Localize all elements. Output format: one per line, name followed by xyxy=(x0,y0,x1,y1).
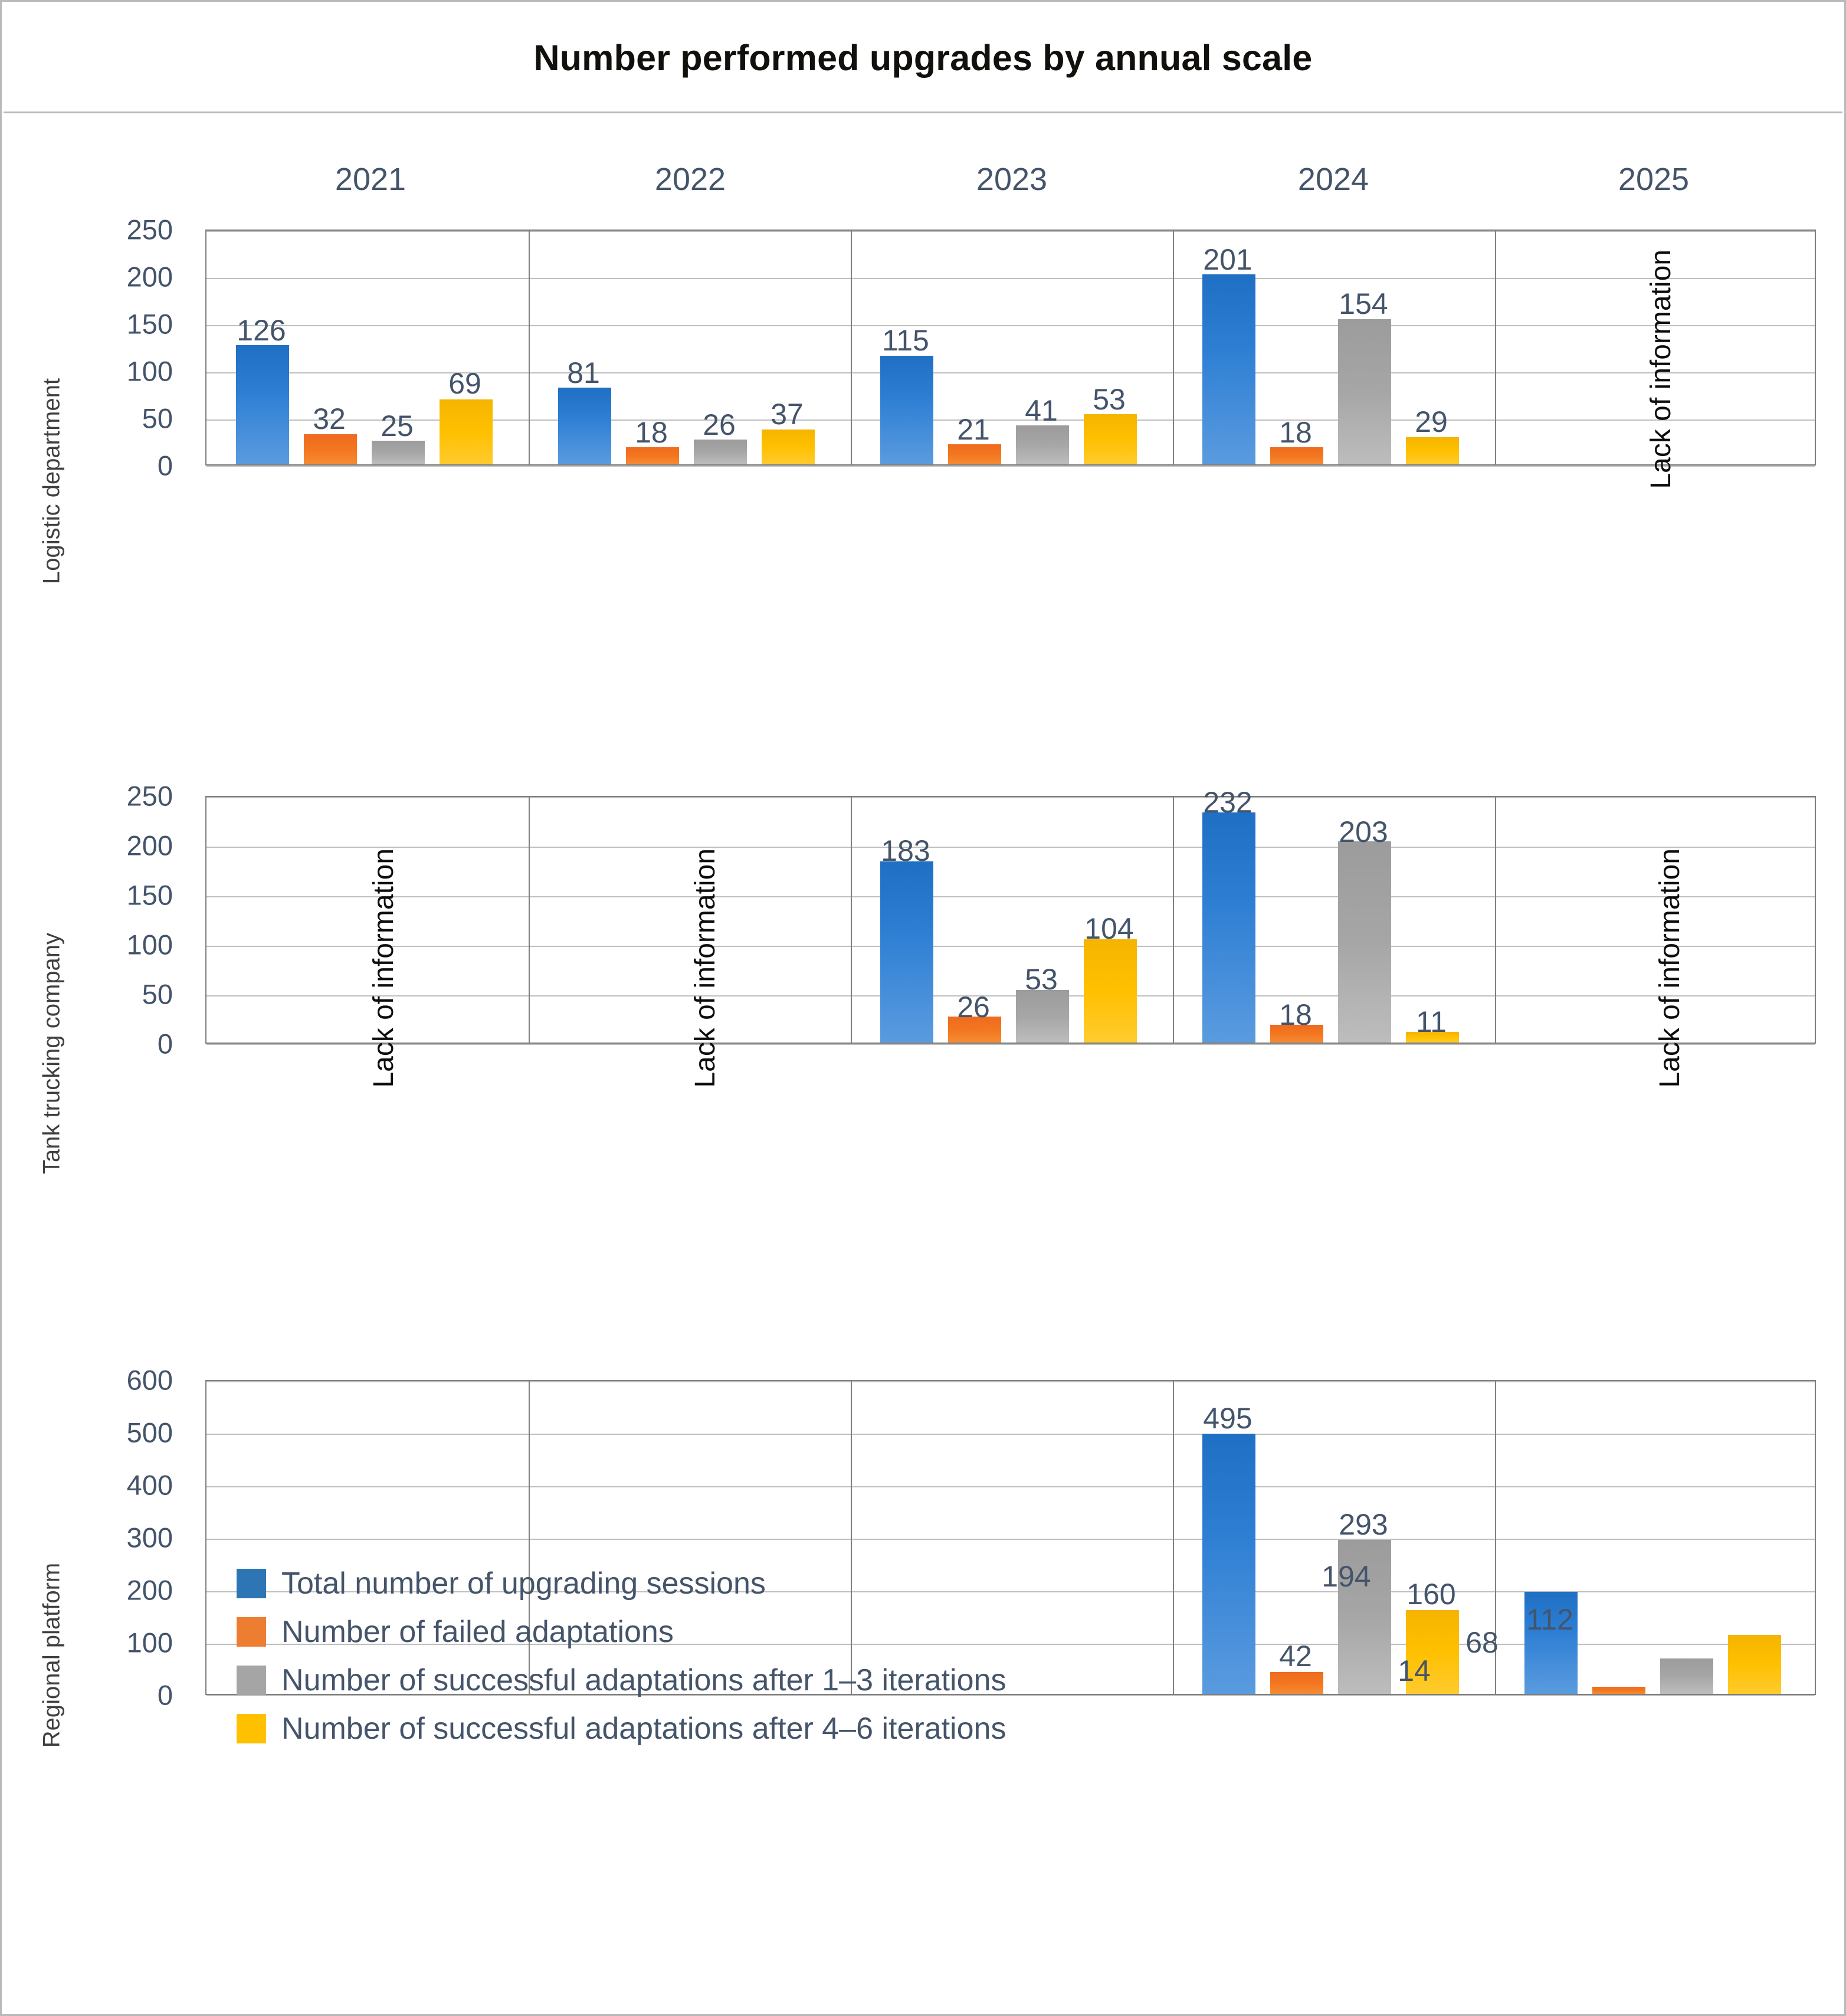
bar-2023-total xyxy=(880,861,933,1043)
panel-logistic-department xyxy=(2,214,1846,751)
bar-value-2024-success46: 160 xyxy=(1406,1578,1456,1611)
bar-2023-success46 xyxy=(1084,414,1137,464)
bar-2022-success46 xyxy=(762,430,815,464)
year-label-2022: 2022 xyxy=(654,162,726,197)
missing-note-2025: Lack of information xyxy=(1654,848,1686,1088)
bar-value-2023-total: 183 xyxy=(881,834,930,867)
gridline xyxy=(206,1486,1815,1487)
bar-value-2022-failed: 18 xyxy=(635,416,668,449)
panel-3-ytick-500: 500 xyxy=(126,1417,173,1448)
bar-value-2021-success13: 25 xyxy=(381,409,414,442)
bar-value-2023-total: 115 xyxy=(882,324,929,357)
bar-value-2024-total: 201 xyxy=(1203,243,1252,276)
legend-label-total: Total number of upgrading sessions xyxy=(281,1566,766,1601)
legend-label-success-4-6: Number of successful adaptations after 4–6 iterations xyxy=(281,1712,1006,1746)
group-separator xyxy=(851,797,852,1043)
bar-value-2024-success13: 154 xyxy=(1339,287,1388,320)
legend-item-failed[interactable] xyxy=(237,1608,1192,1656)
bar-2023-total xyxy=(880,356,933,464)
bar-2024-success46 xyxy=(1406,437,1459,464)
panel-tank-trucking-company xyxy=(2,781,1846,1329)
bar-2023-success13 xyxy=(1016,990,1069,1043)
bar-2022-success13 xyxy=(694,440,747,464)
panel-1-axis-title: Logistic department xyxy=(38,378,65,585)
year-header-row xyxy=(2,161,1846,202)
group-separator xyxy=(1173,231,1174,464)
bar-value-2021-failed: 32 xyxy=(313,402,346,435)
bar-value-2022-success13: 26 xyxy=(703,408,736,441)
group-separator xyxy=(1495,231,1496,464)
bar-value-2024-success13: 293 xyxy=(1339,1508,1388,1541)
year-label-2024: 2024 xyxy=(1297,162,1369,197)
legend-label-success-1-3: Number of successful adaptations after 1–3 iterations xyxy=(281,1663,1006,1697)
panel-3-axis-title: Regional platform xyxy=(38,1562,65,1748)
bar-value-2025-total: 194 xyxy=(1322,1560,1371,1593)
bar-2024-failed xyxy=(1270,1672,1323,1694)
bar-2023-success46 xyxy=(1084,939,1137,1043)
panel-1-ytick-200: 200 xyxy=(126,261,173,293)
gridline xyxy=(206,797,1815,798)
bar-value-2022-total: 81 xyxy=(567,356,600,389)
legend-item-success-1-3[interactable] xyxy=(237,1656,1192,1704)
missing-note-2022: Lack of information xyxy=(690,848,721,1088)
bar-value-2023-success13: 41 xyxy=(1025,394,1058,427)
bar-2023-success13 xyxy=(1016,425,1069,464)
bar-2022-failed xyxy=(626,447,679,464)
bar-value-2021-total: 126 xyxy=(237,314,286,347)
bar-value-2024-failed: 18 xyxy=(1279,416,1312,449)
bar-2025-failed xyxy=(1592,1687,1645,1694)
bar-value-2022-success46: 37 xyxy=(770,398,804,431)
year-label-2023: 2023 xyxy=(976,162,1048,197)
panel-2-ytick-50: 50 xyxy=(142,978,173,1010)
bar-value-2025-success46: 112 xyxy=(1526,1603,1573,1636)
panel-2-plot-area xyxy=(205,796,1816,1044)
panel-3-ytick-100: 100 xyxy=(126,1627,173,1658)
bar-value-2023-success13: 53 xyxy=(1025,963,1058,996)
legend-swatch-gray-icon xyxy=(237,1666,266,1695)
gridline xyxy=(206,946,1815,947)
bar-value-2024-success46: 29 xyxy=(1415,405,1448,438)
legend-swatch-yellow-icon xyxy=(237,1714,266,1743)
legend-item-total[interactable] xyxy=(237,1559,1192,1608)
chart-legend xyxy=(237,1559,1192,1753)
bar-2021-success46 xyxy=(440,399,493,464)
panel-2-ytick-200: 200 xyxy=(126,830,173,861)
panel-3-ytick-300: 300 xyxy=(126,1522,173,1553)
legend-swatch-blue-icon xyxy=(237,1569,266,1598)
bar-value-2023-success46: 53 xyxy=(1093,383,1126,416)
bar-2021-total xyxy=(236,345,289,464)
gridline xyxy=(206,278,1815,279)
group-separator xyxy=(529,797,530,1043)
bar-value-2023-failed: 21 xyxy=(957,413,990,446)
group-separator xyxy=(851,231,852,464)
panel-1-ytick-250: 250 xyxy=(126,214,173,245)
panel-1-ytick-0: 0 xyxy=(157,450,173,481)
gridline xyxy=(206,847,1815,848)
panel-2-ytick-0: 0 xyxy=(157,1028,173,1060)
bar-value-2024-total: 495 xyxy=(1203,1402,1252,1435)
year-label-2025: 2025 xyxy=(1618,162,1690,197)
bar-value-2024-failed: 18 xyxy=(1279,998,1312,1031)
bar-2022-total xyxy=(558,388,611,464)
bar-2024-success13 xyxy=(1338,319,1391,464)
gridline xyxy=(206,372,1815,373)
bar-value-2025-success13: 68 xyxy=(1465,1626,1499,1659)
panel-1-ytick-50: 50 xyxy=(142,402,173,434)
year-label-2021: 2021 xyxy=(335,162,406,197)
bar-2023-failed xyxy=(948,444,1001,464)
panel-2-ytick-100: 100 xyxy=(126,929,173,961)
group-separator xyxy=(529,231,530,464)
group-separator xyxy=(1173,797,1174,1043)
gridline xyxy=(206,896,1815,897)
gridline xyxy=(206,995,1815,996)
bar-value-2023-failed: 26 xyxy=(957,991,990,1024)
gridline xyxy=(206,1434,1815,1435)
gridline xyxy=(206,1044,1815,1045)
bar-2024-total xyxy=(1202,274,1255,464)
panel-3-ytick-600: 600 xyxy=(126,1364,173,1396)
bar-2024-total xyxy=(1202,812,1255,1043)
chart-title-bar xyxy=(4,4,1842,113)
bar-value-2025-failed: 14 xyxy=(1398,1654,1431,1687)
gridline xyxy=(206,231,1815,232)
panel-2-ytick-250: 250 xyxy=(126,780,173,812)
legend-label-failed: Number of failed adaptations xyxy=(281,1615,674,1649)
group-separator xyxy=(1495,797,1496,1043)
missing-note-2021: Lack of information xyxy=(368,848,399,1088)
panel-1-ytick-100: 100 xyxy=(126,355,173,387)
bar-2025-success13 xyxy=(1660,1658,1713,1694)
bar-2025-success46 xyxy=(1728,1635,1781,1694)
gridline xyxy=(206,325,1815,326)
bar-2024-failed xyxy=(1270,447,1323,464)
bar-2021-success13 xyxy=(372,441,425,464)
legend-swatch-orange-icon xyxy=(237,1617,266,1647)
bar-value-2024-total: 232 xyxy=(1203,786,1252,819)
bar-value-2024-success46: 11 xyxy=(1416,1005,1447,1038)
panel-2-ytick-150: 150 xyxy=(126,879,173,911)
missing-note-2025: Lack of information xyxy=(1645,250,1677,489)
gridline xyxy=(206,1381,1815,1382)
bar-2024-success13 xyxy=(1338,841,1391,1043)
bar-value-2021-success46: 69 xyxy=(448,367,481,400)
panel-3-ytick-400: 400 xyxy=(126,1469,173,1501)
bar-value-2024-success13: 203 xyxy=(1339,815,1388,848)
panel-3-ytick-0: 0 xyxy=(157,1679,173,1711)
gridline xyxy=(206,1539,1815,1540)
panel-3-ytick-200: 200 xyxy=(126,1574,173,1606)
panel-1-plot-area xyxy=(205,230,1816,466)
bar-2021-failed xyxy=(304,434,357,464)
gridline xyxy=(206,466,1815,467)
panel-2-axis-title: Tank trucking company xyxy=(38,932,65,1175)
panel-1-ytick-150: 150 xyxy=(126,308,173,340)
bar-2024-total xyxy=(1202,1434,1255,1694)
bar-value-2023-success46: 104 xyxy=(1084,912,1134,945)
legend-item-success-4-6[interactable] xyxy=(237,1704,1192,1753)
bar-value-2024-failed: 42 xyxy=(1279,1640,1312,1673)
page-title: Number performed upgrades by annual scale xyxy=(533,37,1313,78)
